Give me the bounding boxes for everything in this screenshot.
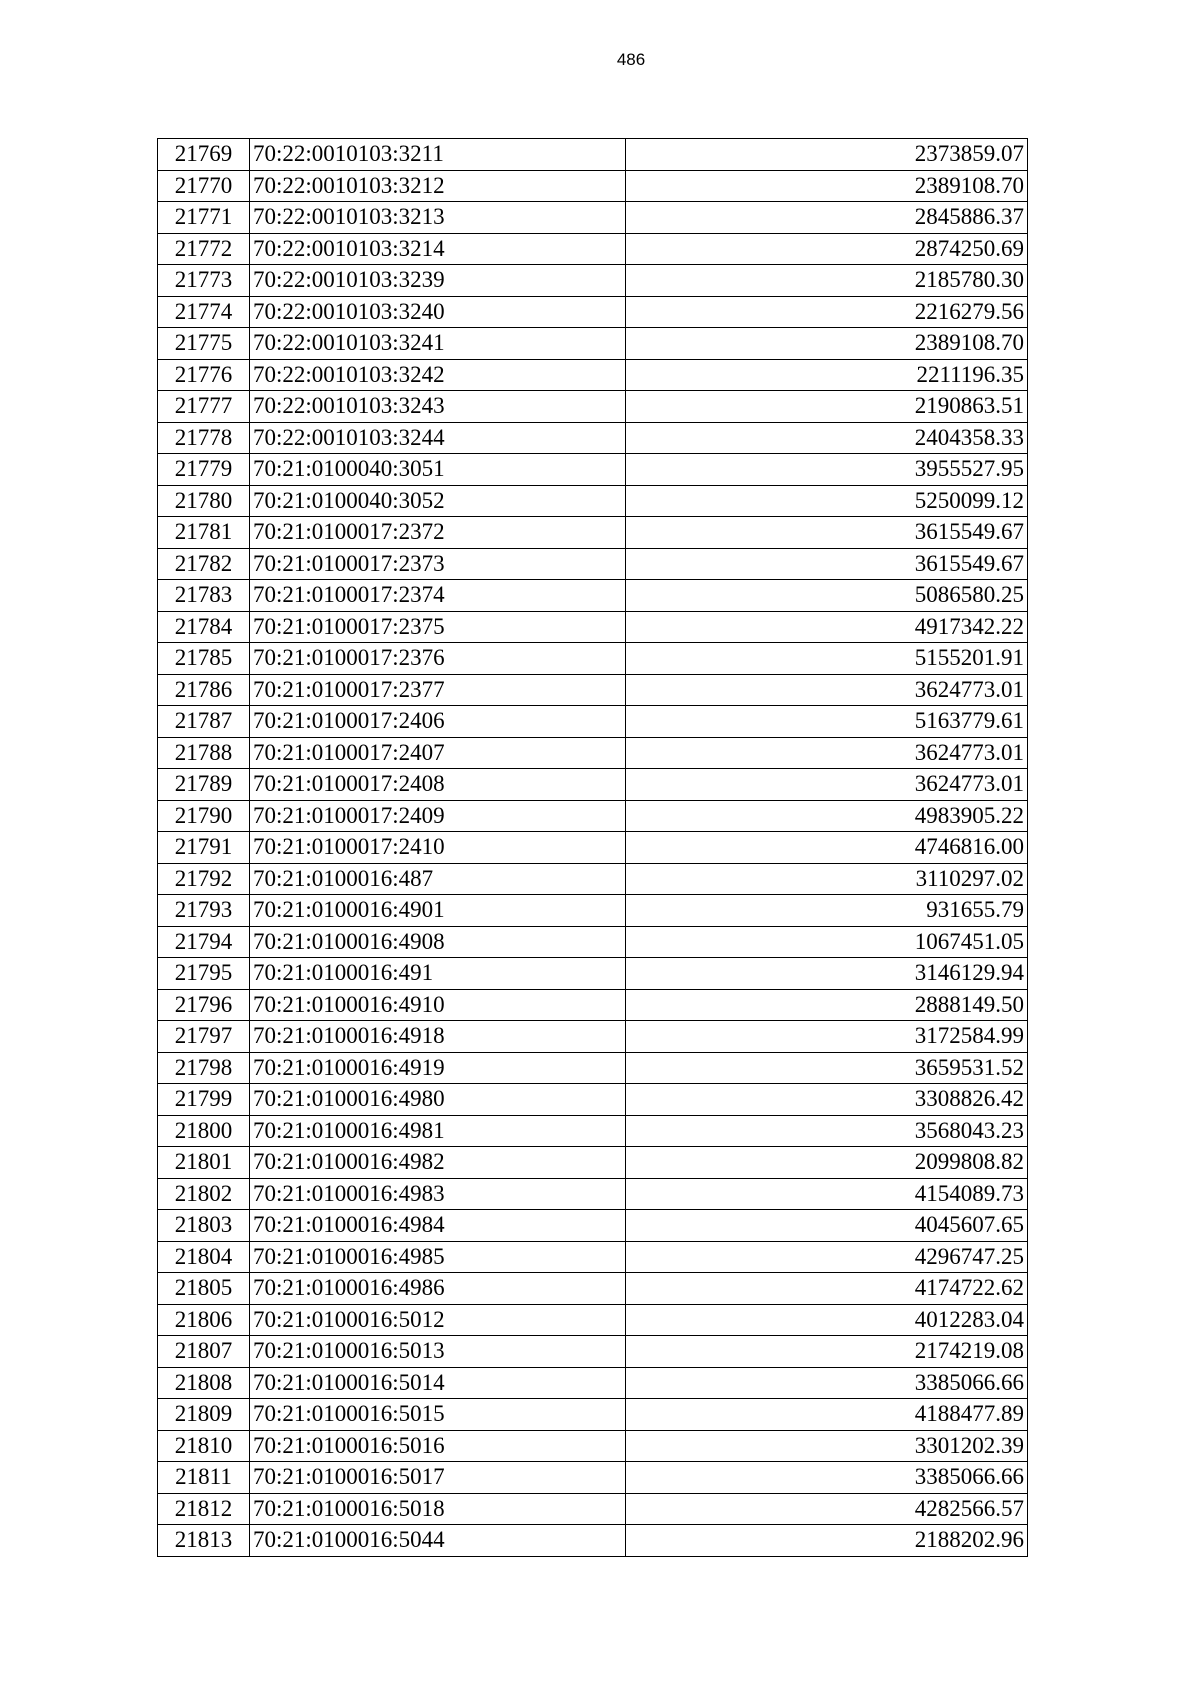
cadastral-number-cell: 70:22:0010103:3241 — [250, 328, 626, 360]
cadastral-number-cell: 70:21:0100017:2410 — [250, 832, 626, 864]
row-number-cell: 21800 — [158, 1115, 250, 1147]
cadastral-number-cell: 70:21:0100017:2374 — [250, 580, 626, 612]
cadastral-number-cell: 70:21:0100016:4901 — [250, 895, 626, 927]
cadastral-value-cell: 3955527.95 — [626, 454, 1028, 486]
table-row — [158, 170, 1028, 202]
row-number-cell: 21813 — [158, 1525, 250, 1557]
cadastral-value-cell: 2389108.70 — [626, 328, 1028, 360]
table-row — [158, 1052, 1028, 1084]
row-number-cell: 21769 — [158, 139, 250, 171]
cadastral-value-cell: 4174722.62 — [626, 1273, 1028, 1305]
table-row — [158, 1399, 1028, 1431]
table-row — [158, 1430, 1028, 1462]
cadastral-value-cell: 2216279.56 — [626, 296, 1028, 328]
row-number-cell: 21771 — [158, 202, 250, 234]
table-row — [158, 737, 1028, 769]
row-number-cell: 21783 — [158, 580, 250, 612]
cadastral-value-cell: 4154089.73 — [626, 1178, 1028, 1210]
table-row — [158, 832, 1028, 864]
cadastral-number-cell: 70:21:0100016:4918 — [250, 1021, 626, 1053]
cadastral-number-cell: 70:22:0010103:3244 — [250, 422, 626, 454]
cadastral-number-cell: 70:21:0100017:2406 — [250, 706, 626, 738]
table-row — [158, 296, 1028, 328]
cadastral-number-cell: 70:21:0100016:4910 — [250, 989, 626, 1021]
table-row — [158, 1241, 1028, 1273]
cadastral-number-cell: 70:21:0100016:4985 — [250, 1241, 626, 1273]
row-number-cell: 21810 — [158, 1430, 250, 1462]
row-number-cell: 21777 — [158, 391, 250, 423]
cadastral-value-cell: 5155201.91 — [626, 643, 1028, 675]
cadastral-number-cell: 70:22:0010103:3240 — [250, 296, 626, 328]
cadastral-value-cell: 3624773.01 — [626, 769, 1028, 801]
cadastral-number-cell: 70:21:0100016:5018 — [250, 1493, 626, 1525]
cadastral-value-cell: 2211196.35 — [626, 359, 1028, 391]
row-number-cell: 21801 — [158, 1147, 250, 1179]
cadastral-value-cell: 2888149.50 — [626, 989, 1028, 1021]
row-number-cell: 21805 — [158, 1273, 250, 1305]
cadastral-value-cell: 4045607.65 — [626, 1210, 1028, 1242]
cadastral-value-cell: 2190863.51 — [626, 391, 1028, 423]
table-row — [158, 359, 1028, 391]
cadastral-number-cell: 70:21:0100017:2372 — [250, 517, 626, 549]
table-row — [158, 454, 1028, 486]
cadastral-value-cell: 3301202.39 — [626, 1430, 1028, 1462]
cadastral-number-cell: 70:21:0100016:491 — [250, 958, 626, 990]
table-row — [158, 1147, 1028, 1179]
row-number-cell: 21797 — [158, 1021, 250, 1053]
cadastral-value-cell: 5086580.25 — [626, 580, 1028, 612]
row-number-cell: 21802 — [158, 1178, 250, 1210]
table-row — [158, 926, 1028, 958]
row-number-cell: 21809 — [158, 1399, 250, 1431]
table-row — [158, 202, 1028, 234]
row-number-cell: 21775 — [158, 328, 250, 360]
row-number-cell: 21782 — [158, 548, 250, 580]
cadastral-value-cell: 4296747.25 — [626, 1241, 1028, 1273]
table-row — [158, 517, 1028, 549]
cadastral-number-cell: 70:22:0010103:3239 — [250, 265, 626, 297]
cadastral-number-cell: 70:21:0100017:2408 — [250, 769, 626, 801]
table-row — [158, 233, 1028, 265]
cadastral-number-cell: 70:22:0010103:3243 — [250, 391, 626, 423]
cadastral-number-cell: 70:21:0100017:2376 — [250, 643, 626, 675]
cadastral-value-cell: 931655.79 — [626, 895, 1028, 927]
cadastral-number-cell: 70:21:0100016:4980 — [250, 1084, 626, 1116]
table-row — [158, 611, 1028, 643]
row-number-cell: 21794 — [158, 926, 250, 958]
table-row — [158, 1336, 1028, 1368]
cadastral-value-cell: 4188477.89 — [626, 1399, 1028, 1431]
cadastral-value-cell: 2174219.08 — [626, 1336, 1028, 1368]
cadastral-number-cell: 70:21:0100017:2409 — [250, 800, 626, 832]
row-number-cell: 21811 — [158, 1462, 250, 1494]
table-row — [158, 1493, 1028, 1525]
cadastral-value-cell: 3385066.66 — [626, 1367, 1028, 1399]
table-row — [158, 769, 1028, 801]
table-row — [158, 958, 1028, 990]
table-row — [158, 1084, 1028, 1116]
table-row — [158, 800, 1028, 832]
cadastral-value-cell: 3308826.42 — [626, 1084, 1028, 1116]
table-row — [158, 706, 1028, 738]
row-number-cell: 21779 — [158, 454, 250, 486]
cadastral-number-cell: 70:22:0010103:3212 — [250, 170, 626, 202]
cadastral-value-cell: 2404358.33 — [626, 422, 1028, 454]
cadastral-number-cell: 70:21:0100016:5017 — [250, 1462, 626, 1494]
row-number-cell: 21803 — [158, 1210, 250, 1242]
cadastral-number-cell: 70:21:0100017:2407 — [250, 737, 626, 769]
cadastral-number-cell: 70:21:0100016:5012 — [250, 1304, 626, 1336]
cadastral-number-cell: 70:21:0100016:5044 — [250, 1525, 626, 1557]
table-row — [158, 1021, 1028, 1053]
table-row — [158, 1525, 1028, 1557]
cadastral-number-cell: 70:22:0010103:3214 — [250, 233, 626, 265]
row-number-cell: 21796 — [158, 989, 250, 1021]
cadastral-value-cell: 3568043.23 — [626, 1115, 1028, 1147]
cadastral-value-cell: 4012283.04 — [626, 1304, 1028, 1336]
row-number-cell: 21784 — [158, 611, 250, 643]
cadastral-number-cell: 70:22:0010103:3213 — [250, 202, 626, 234]
row-number-cell: 21793 — [158, 895, 250, 927]
cadastral-value-cell: 5250099.12 — [626, 485, 1028, 517]
row-number-cell: 21812 — [158, 1493, 250, 1525]
cadastral-value-cell: 3615549.67 — [626, 548, 1028, 580]
table-body — [158, 139, 1028, 1557]
table-row — [158, 265, 1028, 297]
cadastral-number-cell: 70:21:0100016:5015 — [250, 1399, 626, 1431]
cadastral-value-cell: 4983905.22 — [626, 800, 1028, 832]
row-number-cell: 21799 — [158, 1084, 250, 1116]
row-number-cell: 21774 — [158, 296, 250, 328]
table-row — [158, 1304, 1028, 1336]
row-number-cell: 21804 — [158, 1241, 250, 1273]
cadastral-number-cell: 70:21:0100017:2377 — [250, 674, 626, 706]
page-number: 486 — [616, 50, 646, 69]
table-row — [158, 580, 1028, 612]
row-number-cell: 21790 — [158, 800, 250, 832]
cadastral-value-cell: 3146129.94 — [626, 958, 1028, 990]
cadastral-value-cell: 4282566.57 — [626, 1493, 1028, 1525]
cadastral-number-cell: 70:21:0100016:4919 — [250, 1052, 626, 1084]
table-row — [158, 391, 1028, 423]
row-number-cell: 21792 — [158, 863, 250, 895]
table-row — [158, 422, 1028, 454]
cadastral-number-cell: 70:21:0100040:3051 — [250, 454, 626, 486]
cadastral-value-cell: 2874250.69 — [626, 233, 1028, 265]
table-row — [158, 328, 1028, 360]
row-number-cell: 21787 — [158, 706, 250, 738]
cadastral-value-cell: 3624773.01 — [626, 737, 1028, 769]
row-number-cell: 21791 — [158, 832, 250, 864]
cadastral-value-cell: 1067451.05 — [626, 926, 1028, 958]
row-number-cell: 21781 — [158, 517, 250, 549]
row-number-cell: 21780 — [158, 485, 250, 517]
cadastral-value-cell: 3172584.99 — [626, 1021, 1028, 1053]
cadastral-value-cell: 2373859.07 — [626, 139, 1028, 171]
cadastral-number-cell: 70:21:0100016:5013 — [250, 1336, 626, 1368]
cadastral-number-cell: 70:21:0100016:5014 — [250, 1367, 626, 1399]
cadastral-number-cell: 70:21:0100016:4984 — [250, 1210, 626, 1242]
table-row — [158, 674, 1028, 706]
cadastral-value-table — [157, 138, 1028, 1557]
table-row — [158, 1210, 1028, 1242]
row-number-cell: 21788 — [158, 737, 250, 769]
row-number-cell: 21772 — [158, 233, 250, 265]
table-row — [158, 1462, 1028, 1494]
cadastral-value-cell: 2099808.82 — [626, 1147, 1028, 1179]
cadastral-value-cell: 2188202.96 — [626, 1525, 1028, 1557]
table-row — [158, 643, 1028, 675]
cadastral-number-cell: 70:21:0100017:2373 — [250, 548, 626, 580]
table-row — [158, 863, 1028, 895]
row-number-cell: 21806 — [158, 1304, 250, 1336]
cadastral-value-cell: 4917342.22 — [626, 611, 1028, 643]
cadastral-value-cell: 2389108.70 — [626, 170, 1028, 202]
table-row — [158, 989, 1028, 1021]
cadastral-number-cell: 70:21:0100016:4983 — [250, 1178, 626, 1210]
cadastral-number-cell: 70:21:0100040:3052 — [250, 485, 626, 517]
row-number-cell: 21778 — [158, 422, 250, 454]
cadastral-number-cell: 70:21:0100016:4908 — [250, 926, 626, 958]
cadastral-value-cell: 3615549.67 — [626, 517, 1028, 549]
cadastral-number-cell: 70:21:0100016:4981 — [250, 1115, 626, 1147]
cadastral-number-cell: 70:21:0100016:4982 — [250, 1147, 626, 1179]
cadastral-value-cell: 3110297.02 — [626, 863, 1028, 895]
cadastral-value-cell: 5163779.61 — [626, 706, 1028, 738]
row-number-cell: 21773 — [158, 265, 250, 297]
table-row — [158, 1367, 1028, 1399]
cadastral-value-cell: 3659531.52 — [626, 1052, 1028, 1084]
table-row — [158, 485, 1028, 517]
cadastral-number-cell: 70:22:0010103:3242 — [250, 359, 626, 391]
cadastral-value-cell: 4746816.00 — [626, 832, 1028, 864]
row-number-cell: 21789 — [158, 769, 250, 801]
cadastral-value-cell: 2845886.37 — [626, 202, 1028, 234]
row-number-cell: 21770 — [158, 170, 250, 202]
cadastral-number-cell: 70:22:0010103:3211 — [250, 139, 626, 171]
row-number-cell: 21808 — [158, 1367, 250, 1399]
row-number-cell: 21786 — [158, 674, 250, 706]
table-row — [158, 1273, 1028, 1305]
cadastral-number-cell: 70:21:0100017:2375 — [250, 611, 626, 643]
table-row — [158, 1115, 1028, 1147]
table-row — [158, 548, 1028, 580]
row-number-cell: 21798 — [158, 1052, 250, 1084]
cadastral-value-cell: 2185780.30 — [626, 265, 1028, 297]
row-number-cell: 21776 — [158, 359, 250, 391]
table-row — [158, 895, 1028, 927]
table-row — [158, 139, 1028, 171]
table-row — [158, 1178, 1028, 1210]
row-number-cell: 21785 — [158, 643, 250, 675]
cadastral-number-cell: 70:21:0100016:4986 — [250, 1273, 626, 1305]
cadastral-value-cell: 3385066.66 — [626, 1462, 1028, 1494]
row-number-cell: 21795 — [158, 958, 250, 990]
row-number-cell: 21807 — [158, 1336, 250, 1368]
cadastral-number-cell: 70:21:0100016:5016 — [250, 1430, 626, 1462]
cadastral-value-cell: 3624773.01 — [626, 674, 1028, 706]
cadastral-number-cell: 70:21:0100016:487 — [250, 863, 626, 895]
